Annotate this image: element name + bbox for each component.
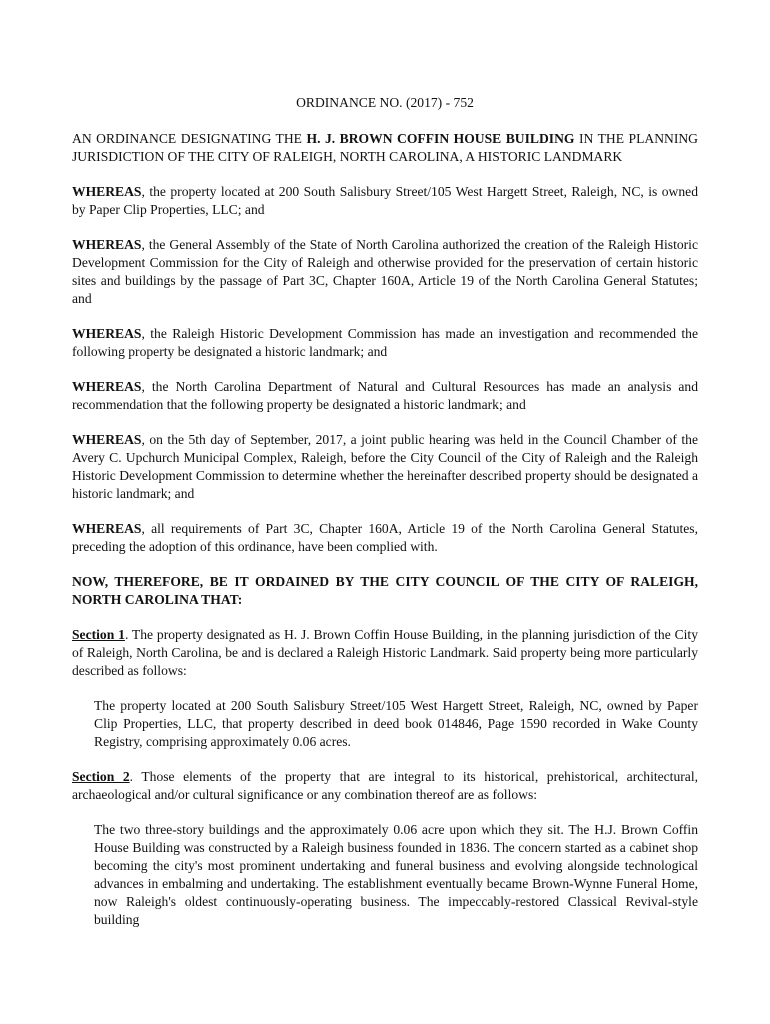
whereas-label: WHEREAS [72,326,142,341]
whereas-label: WHEREAS [72,379,142,394]
ordinance-heading [72,130,698,166]
whereas-text: , the property located at 200 South Salisbury Street/105 West Hargett Street, Raleigh, NC, is owned by Paper Clip Properties, LLC; and [72,184,698,217]
heading-building-name: H. J. BROWN COFFIN HOUSE BUILDING [306,131,575,146]
whereas-text: , the North Carolina Department of Natural and Cultural Resources has made an analysis and recommendation that the following property be designated a historic landmark; and [72,379,698,412]
whereas-text: , the Raleigh Historic Development Commission has made an investigation and recommended the following property be designated a historic landmark; and [72,326,698,359]
section-2-elements-description: The two three-story buildings and the approximately 0.06 acre upon which they sit. The H.J. Brown Coffin House Building was constructed by a Raleigh business founded in 1836. The concern started as a cabinet shop becoming the city's most prominent undertaking and funeral business and evolving alongside technological advances in embalming and undertaking. The establishment eventually became Brown-Wynne Funeral Home, now Raleigh's oldest continuously-operating business. The impeccably-restored Classical Revival-style building [94,822,698,927]
section-1-text: . The property designated as H. J. Brown Coffin House Building, in the planning jurisdiction of the City of Raleigh, North Carolina, be and is declared a Raleigh Historic Landmark. Said property being more particularly described as follows: [72,627,698,678]
section-2 [72,768,698,804]
heading-post: IN THE PLANNING JURISDICTION OF THE CITY OF RALEIGH, NORTH CAROLINA, A HISTORIC LANDMARK [72,131,698,164]
whereas-clause-4 [72,378,698,414]
whereas-clause-3 [72,325,698,361]
whereas-label: WHEREAS [72,184,142,199]
ordinance-title: ORDINANCE NO. (2017) - 752 [296,95,474,110]
whereas-text: , all requirements of Part 3C, Chapter 160A, Article 19 of the North Carolina General Statutes, preceding the adoption of this ordinance, have been complied with. [72,521,698,554]
whereas-label: WHEREAS [72,521,142,536]
whereas-clause-2 [72,236,698,308]
section-1-property-description: The property located at 200 South Salisbury Street/105 West Hargett Street, Raleigh, NC, owned by Paper Clip Properties, LLC, that property described in deed book 014846, Page 1590 recorded in Wake County Registry, comprising approximately 0.06 acres. [94,698,698,749]
whereas-text: , the General Assembly of the State of North Carolina authorized the creation of the Raleigh Historic Development Commission for the City of Raleigh and otherwise provided for the preservation of certain historic sites and buildings by the passage of Part 3C, Chapter 160A, Article 19 of the North Carolina General Statutes; and [72,237,698,306]
whereas-label: WHEREAS [72,432,142,447]
ordained-clause: NOW, THEREFORE, BE IT ORDAINED BY THE CITY COUNCIL OF THE CITY OF RALEIGH, NORTH CAROLINA THAT: [72,574,698,607]
whereas-label: WHEREAS [72,237,142,252]
whereas-text: , on the 5th day of September, 2017, a joint public hearing was held in the Council Chamber of the Avery C. Upchurch Municipal Complex, Raleigh, before the City Council of the City of Raleigh and the Raleigh Historic Development Commission to determine whether the hereinafter described property should be designated a historic landmark; and [72,432,698,501]
whereas-clause-5 [72,431,698,503]
heading-pre: AN ORDINANCE DESIGNATING THE [72,131,307,146]
section-2-label: Section 2 [72,769,130,784]
section-1-label: Section 1 [72,627,125,642]
section-2-text: . Those elements of the property that are integral to its historical, prehistorical, architectural, archaeological and/or cultural significance or any combination thereof are as follows: [72,769,698,802]
whereas-clause-1 [72,183,698,219]
ordinance-body [72,94,698,946]
whereas-clause-6 [72,520,698,556]
section-1 [72,626,698,680]
